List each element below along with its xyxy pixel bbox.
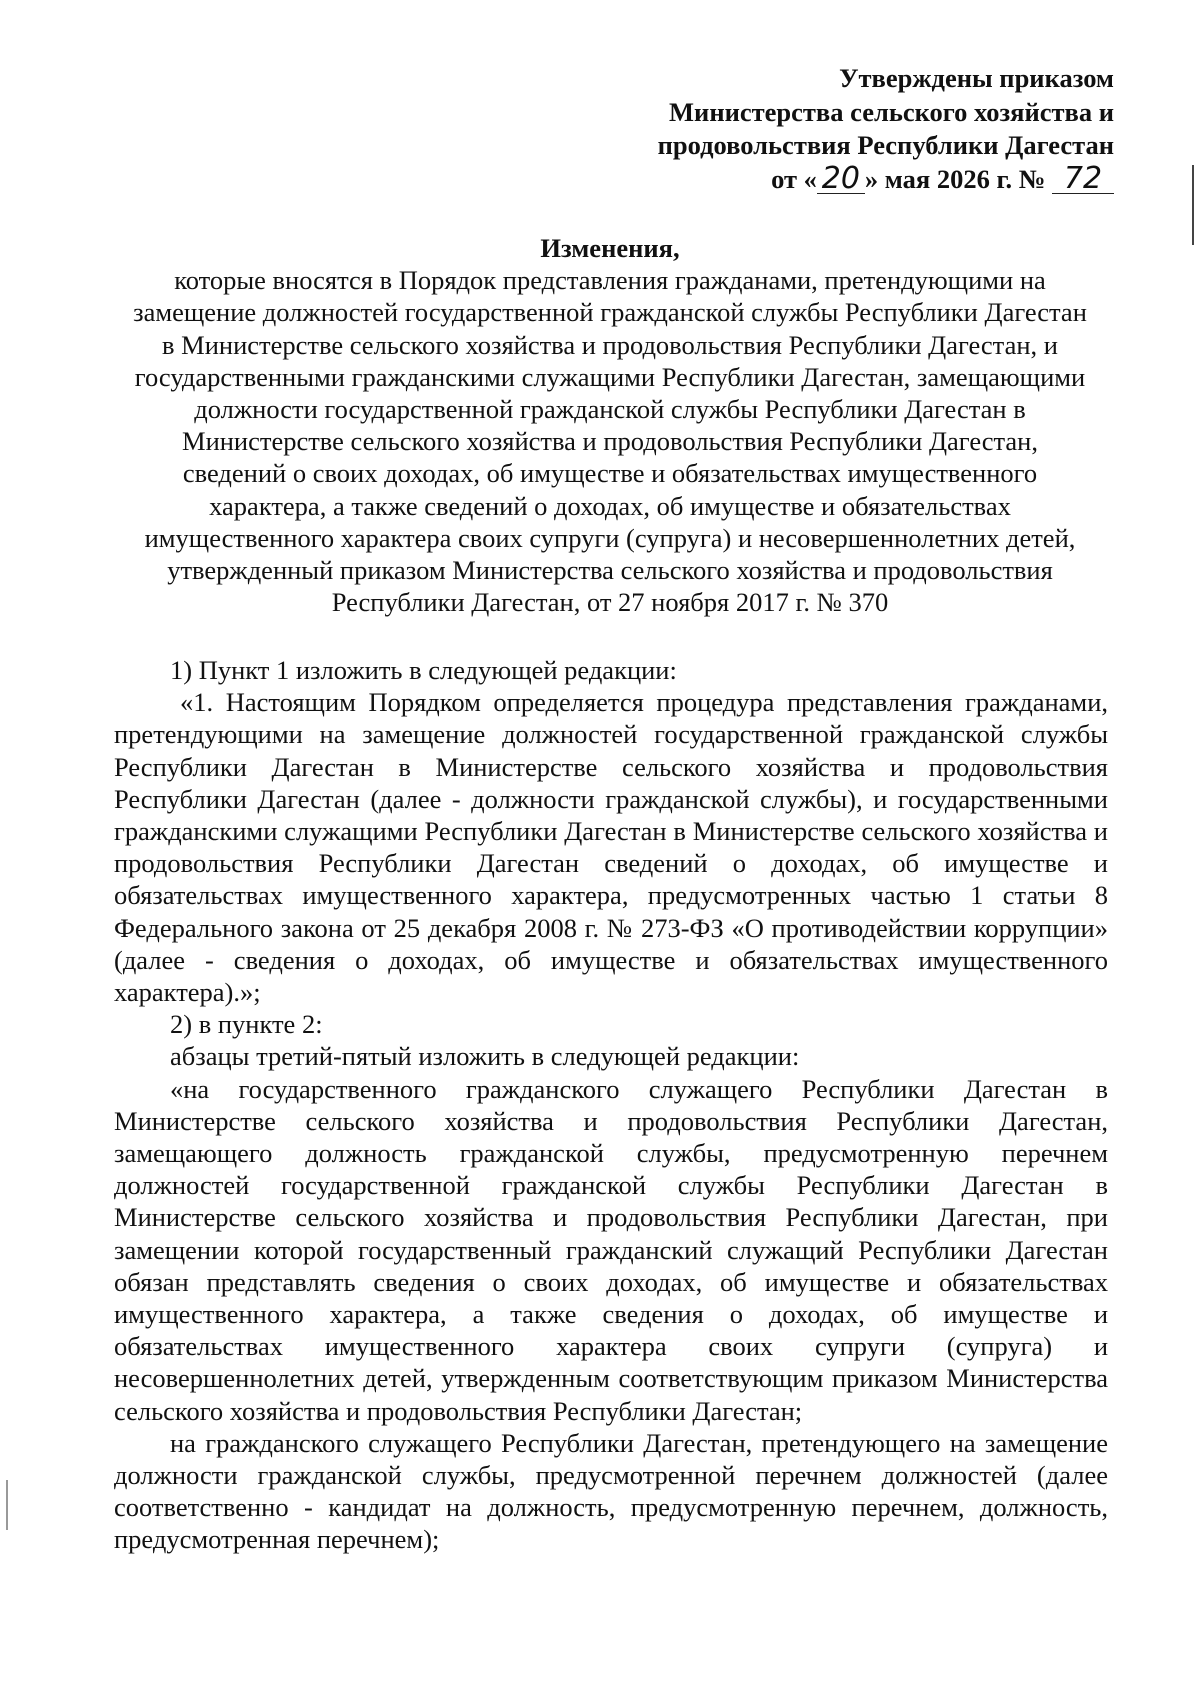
document-body [114, 654, 1108, 1556]
paragraph: на гражданского служащего Республики Дагестан, претендующего на замещение должности гражданской службы, предусмотренной перечнем должностей (далее соответственно - кандидат на должность, предусмотренную перечнем, должность, предусмотренная перечнем); [114, 1427, 1108, 1555]
subtitle-line: имущественного характера своих супруги (супруга) и несовершеннолетних детей, [144, 522, 1076, 553]
subtitle-line: которые вносятся в Порядок представления гражданами, претендующими на [174, 265, 1046, 296]
paragraph: 1) Пункт 1 изложить в следующей редакции: [170, 655, 677, 685]
subtitle-line: в Министерстве сельского хозяйства и продовольствия Республики Дагестан, и [162, 329, 1058, 360]
paragraph: 2) в пункте 2: [170, 1009, 323, 1040]
subtitle-line: характера, а также сведений о доходах, об имуществе и обязательствах [209, 490, 1011, 521]
subtitle-line: Республики Дагестан, от 27 ноября 2017 г. № 370 [331, 587, 889, 618]
header-line: продовольствия Республики Дагестан [657, 130, 1114, 160]
handwritten-day: 20 [817, 165, 865, 194]
handwritten-order-number: 72 [1052, 165, 1114, 194]
date-middle: » мая 2026 г. № [864, 163, 1046, 194]
subtitle-line: государственными гражданскими служащими Республики Дагестан, замещающими [134, 361, 1086, 392]
approval-header [500, 62, 1114, 196]
paragraph: «1. Настоящим Порядком определяется процедура представления гражданами, претендующими на замещение должностей государственной гражданской службы Республики Дагестан в Министерстве сельского хозяйства и продовольствия Республики Дагестан (далее - должности гражданской службы), и государственными гражданскими служащими Республики Дагестан в Министерстве сельского хозяйства и продовольствия Республики Дагестан сведений о доходах, об имуществе и обязательствах имущественного характера, предусмотренных частью 1 статьи 8 Федерального закона от 25 декабря 2008 г. № 273-ФЗ «О противодействии коррупции» (далее - сведения о доходах, об имуществе и обязательствах имущественного характера).»; [114, 687, 1108, 1008]
paragraph: «на государственного гражданского служащего Республики Дагестан в Министерстве сельского хозяйства и продовольствия Республики Дагестан, замещающего должность гражданской службы, предусмотренную перечнем должностей государственной гражданской службы Республики Дагестан в Министерстве сельского хозяйства и продовольствия Республики Дагестан, при замещении которой государственный гражданский служащий Республики Дагестан обязан представлять сведения о своих доходах, об имуществе и обязательствах имущественного характера, а также сведения о доходах, об имуществе и обязательствах имущественного характера своих супруги (супруга) и несовершеннолетних детей, утвержденным соответствующим приказом Министерства сельского хозяйства и продовольствия Республики Дагестан; [114, 1073, 1108, 1426]
date-prefix: от « [771, 163, 817, 194]
header-line: Министерства сельского хозяйства и [669, 96, 1114, 127]
title-block [110, 232, 1110, 618]
subtitle-line: Министерстве сельского хозяйства и продовольствия Республики Дагестан, [182, 426, 1038, 457]
scan-margin-mark [6, 1480, 8, 1530]
document-title: Изменения, [540, 233, 680, 263]
header-line: Утверждены приказом [839, 63, 1114, 93]
subtitle-line: должности государственной гражданской службы Республики Дагестан в [194, 394, 1026, 425]
header-date-line [500, 160, 1114, 197]
subtitle-line: утвержденный приказом Министерства сельского хозяйства и продовольствия [167, 555, 1053, 586]
document-subtitle [110, 264, 1110, 618]
subtitle-line: сведений о своих доходах, об имуществе и обязательствах имущественного [182, 458, 1038, 489]
scan-margin-mark [1192, 165, 1194, 245]
paragraph: абзацы третий-пятый изложить в следующей редакции: [170, 1041, 800, 1072]
subtitle-line: замещение должностей государственной гражданской службы Республики Дагестан [133, 297, 1087, 328]
